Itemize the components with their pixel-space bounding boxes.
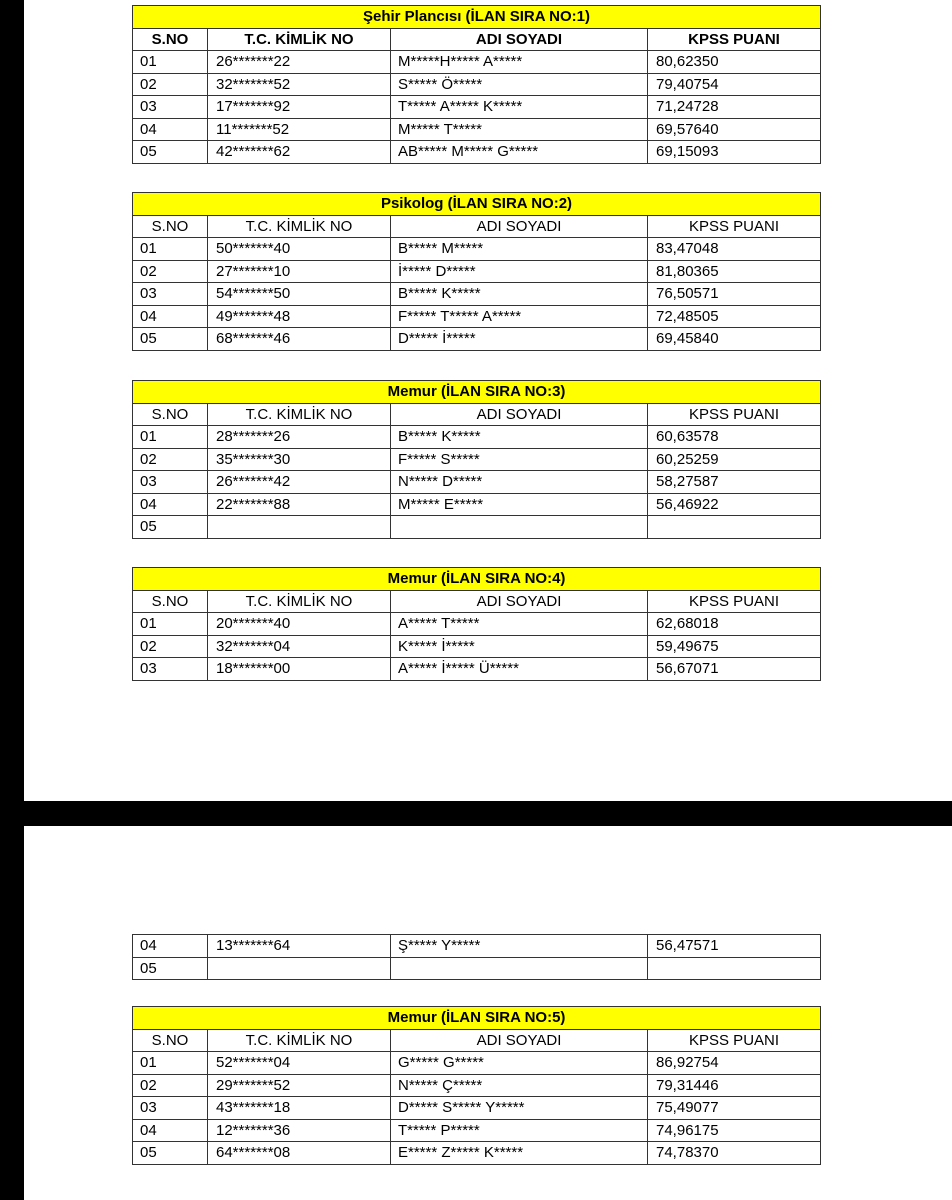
cell-adi-soyadi: B***** K*****: [391, 283, 648, 306]
cell-kpss-puani: 69,57640: [648, 118, 821, 141]
cell-sno: 02: [133, 448, 208, 471]
cell-sno: 03: [133, 1097, 208, 1120]
cell-adi-soyadi: T***** A***** K*****: [391, 96, 648, 119]
table-row: [133, 658, 821, 681]
cell-sno: 03: [133, 471, 208, 494]
table-row: [133, 957, 821, 980]
cell-sno: 01: [133, 613, 208, 636]
table-row: [133, 635, 821, 658]
cell-sno: 02: [133, 73, 208, 96]
cell-kpss-puani: 59,49675: [648, 635, 821, 658]
table-header-row: [133, 590, 821, 613]
cell-kpss-puani: 69,45840: [648, 328, 821, 351]
table-row: [133, 73, 821, 96]
cell-adi-soyadi: B***** K*****: [391, 426, 648, 449]
header-kpss-puani: KPSS PUANI: [648, 590, 821, 613]
cell-tc-kimlik-no: 64*******08: [208, 1142, 391, 1165]
table-title: Psikolog (İLAN SIRA NO:2): [133, 193, 821, 216]
cell-kpss-puani: [648, 957, 821, 980]
table-row: [133, 1052, 821, 1075]
results-table: [132, 192, 821, 351]
table-header-row: [133, 403, 821, 426]
cell-kpss-puani: 60,63578: [648, 426, 821, 449]
header-adi-soyadi: ADI SOYADI: [391, 403, 648, 426]
cell-tc-kimlik-no: 54*******50: [208, 283, 391, 306]
cell-sno: 03: [133, 658, 208, 681]
cell-sno: 05: [133, 141, 208, 164]
cell-adi-soyadi: D***** İ*****: [391, 328, 648, 351]
cell-tc-kimlik-no: [208, 516, 391, 539]
table-row: [133, 238, 821, 261]
cell-kpss-puani: 79,40754: [648, 73, 821, 96]
cell-sno: 02: [133, 260, 208, 283]
header-sno: S.NO: [133, 403, 208, 426]
cell-adi-soyadi: E***** Z***** K*****: [391, 1142, 648, 1165]
cell-tc-kimlik-no: 17*******92: [208, 96, 391, 119]
cell-tc-kimlik-no: 49*******48: [208, 305, 391, 328]
cell-sno: 02: [133, 635, 208, 658]
cell-kpss-puani: 60,25259: [648, 448, 821, 471]
cell-adi-soyadi: D***** S***** Y*****: [391, 1097, 648, 1120]
cell-kpss-puani: 83,47048: [648, 238, 821, 261]
cell-tc-kimlik-no: 11*******52: [208, 118, 391, 141]
cell-sno: 05: [133, 516, 208, 539]
cell-tc-kimlik-no: 35*******30: [208, 448, 391, 471]
cell-tc-kimlik-no: 26*******22: [208, 51, 391, 74]
table-header-row: [133, 28, 821, 51]
header-tc-kimlik-no: T.C. KİMLİK NO: [208, 215, 391, 238]
cell-adi-soyadi: G***** G*****: [391, 1052, 648, 1075]
cell-tc-kimlik-no: 28*******26: [208, 426, 391, 449]
cell-tc-kimlik-no: 68*******46: [208, 328, 391, 351]
results-table: [132, 1006, 821, 1165]
header-kpss-puani: KPSS PUANI: [648, 1029, 821, 1052]
cell-kpss-puani: 75,49077: [648, 1097, 821, 1120]
document-page-2: [24, 826, 952, 1200]
cell-adi-soyadi: B***** M*****: [391, 238, 648, 261]
cell-tc-kimlik-no: 27*******10: [208, 260, 391, 283]
cell-tc-kimlik-no: 13*******64: [208, 935, 391, 958]
table-row: [133, 426, 821, 449]
results-table: [132, 380, 821, 539]
header-adi-soyadi: ADI SOYADI: [391, 590, 648, 613]
header-sno: S.NO: [133, 215, 208, 238]
cell-sno: 04: [133, 118, 208, 141]
cell-tc-kimlik-no: 20*******40: [208, 613, 391, 636]
cell-tc-kimlik-no: 50*******40: [208, 238, 391, 261]
cell-tc-kimlik-no: 32*******52: [208, 73, 391, 96]
cell-sno: 03: [133, 96, 208, 119]
cell-tc-kimlik-no: 42*******62: [208, 141, 391, 164]
table-row: [133, 448, 821, 471]
table-title: Memur (İLAN SIRA NO:5): [133, 1007, 821, 1030]
header-tc-kimlik-no: T.C. KİMLİK NO: [208, 1029, 391, 1052]
table-row: [133, 1142, 821, 1165]
cell-sno: 04: [133, 493, 208, 516]
table-row: [133, 1074, 821, 1097]
cell-tc-kimlik-no: [208, 957, 391, 980]
cell-kpss-puani: 56,47571: [648, 935, 821, 958]
cell-tc-kimlik-no: 26*******42: [208, 471, 391, 494]
cell-adi-soyadi: N***** D*****: [391, 471, 648, 494]
cell-kpss-puani: 80,62350: [648, 51, 821, 74]
cell-kpss-puani: 56,67071: [648, 658, 821, 681]
table-header-row: [133, 1029, 821, 1052]
cell-adi-soyadi: A***** T*****: [391, 613, 648, 636]
cell-adi-soyadi: K***** İ*****: [391, 635, 648, 658]
header-tc-kimlik-no: T.C. KİMLİK NO: [208, 403, 391, 426]
cell-sno: 05: [133, 957, 208, 980]
header-sno: S.NO: [133, 590, 208, 613]
cell-kpss-puani: 72,48505: [648, 305, 821, 328]
cell-adi-soyadi: T***** P*****: [391, 1119, 648, 1142]
cell-kpss-puani: 74,96175: [648, 1119, 821, 1142]
cell-adi-soyadi: İ***** D*****: [391, 260, 648, 283]
cell-adi-soyadi: S***** Ö*****: [391, 73, 648, 96]
results-table-continued: [132, 934, 821, 980]
cell-sno: 04: [133, 305, 208, 328]
cell-adi-soyadi: F***** T***** A*****: [391, 305, 648, 328]
header-sno: S.NO: [133, 1029, 208, 1052]
cell-kpss-puani: 62,68018: [648, 613, 821, 636]
table-row: [133, 471, 821, 494]
cell-sno: 02: [133, 1074, 208, 1097]
table-row: [133, 118, 821, 141]
cell-adi-soyadi: M***** T*****: [391, 118, 648, 141]
header-adi-soyadi: ADI SOYADI: [391, 1029, 648, 1052]
cell-adi-soyadi: F***** S*****: [391, 448, 648, 471]
cell-adi-soyadi: AB***** M***** G*****: [391, 141, 648, 164]
cell-tc-kimlik-no: 18*******00: [208, 658, 391, 681]
cell-kpss-puani: 71,24728: [648, 96, 821, 119]
cell-adi-soyadi: A***** İ***** Ü*****: [391, 658, 648, 681]
cell-tc-kimlik-no: 32*******04: [208, 635, 391, 658]
results-table: [132, 567, 821, 681]
cell-sno: 04: [133, 1119, 208, 1142]
cell-kpss-puani: 81,80365: [648, 260, 821, 283]
cell-kpss-puani: [648, 516, 821, 539]
table-row: [133, 283, 821, 306]
cell-tc-kimlik-no: 43*******18: [208, 1097, 391, 1120]
table-row: [133, 1119, 821, 1142]
cell-kpss-puani: 76,50571: [648, 283, 821, 306]
cell-kpss-puani: 56,46922: [648, 493, 821, 516]
table-row: [133, 493, 821, 516]
table-row: [133, 260, 821, 283]
table-row: [133, 935, 821, 958]
cell-adi-soyadi: Ş***** Y*****: [391, 935, 648, 958]
table-row: [133, 305, 821, 328]
table-title: Şehir Plancısı (İLAN SIRA NO:1): [133, 6, 821, 29]
header-kpss-puani: KPSS PUANI: [648, 403, 821, 426]
cell-kpss-puani: 74,78370: [648, 1142, 821, 1165]
cell-adi-soyadi: M*****H***** A*****: [391, 51, 648, 74]
table-row: [133, 1097, 821, 1120]
cell-kpss-puani: 79,31446: [648, 1074, 821, 1097]
table-row: [133, 96, 821, 119]
cell-sno: 05: [133, 1142, 208, 1165]
cell-adi-soyadi: [391, 516, 648, 539]
header-adi-soyadi: ADI SOYADI: [391, 28, 648, 51]
table-row: [133, 516, 821, 539]
table-row: [133, 141, 821, 164]
cell-adi-soyadi: [391, 957, 648, 980]
cell-kpss-puani: 58,27587: [648, 471, 821, 494]
cell-sno: 01: [133, 426, 208, 449]
table-row: [133, 613, 821, 636]
table-row: [133, 328, 821, 351]
header-sno: S.NO: [133, 28, 208, 51]
results-table: [132, 5, 821, 164]
cell-adi-soyadi: N***** Ç*****: [391, 1074, 648, 1097]
table-header-row: [133, 215, 821, 238]
header-kpss-puani: KPSS PUANI: [648, 215, 821, 238]
cell-sno: 01: [133, 1052, 208, 1075]
table-title: Memur (İLAN SIRA NO:3): [133, 381, 821, 404]
header-kpss-puani: KPSS PUANI: [648, 28, 821, 51]
header-tc-kimlik-no: T.C. KİMLİK NO: [208, 590, 391, 613]
cell-sno: 01: [133, 238, 208, 261]
document-page-1: [24, 0, 952, 801]
cell-tc-kimlik-no: 22*******88: [208, 493, 391, 516]
cell-sno: 04: [133, 935, 208, 958]
cell-kpss-puani: 69,15093: [648, 141, 821, 164]
cell-tc-kimlik-no: 12*******36: [208, 1119, 391, 1142]
table-title: Memur (İLAN SIRA NO:4): [133, 568, 821, 591]
cell-kpss-puani: 86,92754: [648, 1052, 821, 1075]
cell-sno: 05: [133, 328, 208, 351]
header-tc-kimlik-no: T.C. KİMLİK NO: [208, 28, 391, 51]
cell-sno: 01: [133, 51, 208, 74]
cell-sno: 03: [133, 283, 208, 306]
header-adi-soyadi: ADI SOYADI: [391, 215, 648, 238]
cell-adi-soyadi: M***** E*****: [391, 493, 648, 516]
table-row: [133, 51, 821, 74]
cell-tc-kimlik-no: 52*******04: [208, 1052, 391, 1075]
cell-tc-kimlik-no: 29*******52: [208, 1074, 391, 1097]
